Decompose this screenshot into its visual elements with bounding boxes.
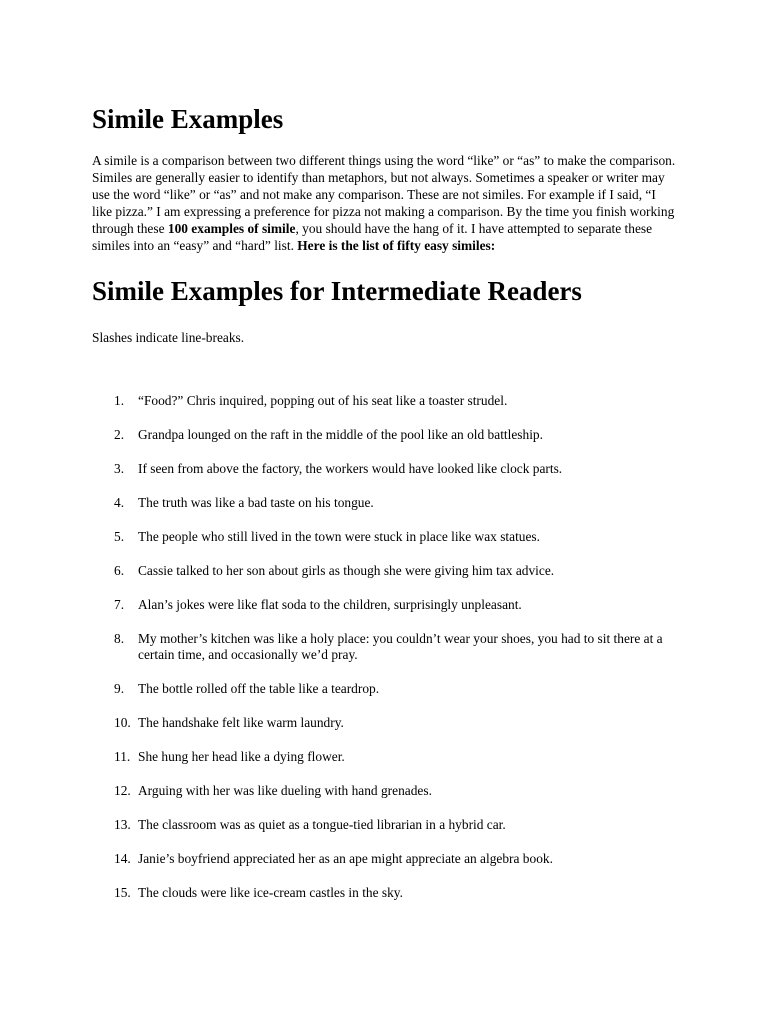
list-item xyxy=(92,631,676,663)
list-item xyxy=(92,749,676,765)
list-item xyxy=(92,529,676,545)
list-item-number: 2. xyxy=(114,427,125,443)
list-item-text: She hung her head like a dying flower. xyxy=(138,749,345,765)
list-item-number: 7. xyxy=(114,597,125,613)
section-heading: Simile Examples for Intermediate Readers xyxy=(92,276,582,307)
list-item-number: 10. xyxy=(114,715,131,731)
list-item xyxy=(92,783,676,799)
intro-text-2: , you should have the hang of it. I have attempted to separate these similes into an “easy” and “hard” list. xyxy=(92,221,653,254)
list-item-number: 11. xyxy=(114,749,131,765)
list-item xyxy=(92,427,676,443)
list-item xyxy=(92,817,676,833)
intro-bold-lead: Here is the list of fifty easy similes: xyxy=(297,238,496,254)
intro-bold-link-text: 100 examples of simile xyxy=(167,221,296,237)
list-item-text: The people who still lived in the town were stuck in place like wax statues. xyxy=(138,529,540,545)
list-item-text: The classroom was as quiet as a tongue-tied librarian in a hybrid car. xyxy=(138,817,506,833)
list-item-text: The truth was like a bad taste on his tongue. xyxy=(138,495,374,511)
list-item xyxy=(92,885,676,901)
list-item-number: 5. xyxy=(114,529,125,545)
list-item-text: The clouds were like ice-cream castles in the sky. xyxy=(138,885,403,901)
list-item-text: “Food?” Chris inquired, popping out of his seat like a toaster strudel. xyxy=(138,393,508,409)
list-item xyxy=(92,851,676,867)
list-item xyxy=(92,715,676,731)
list-item xyxy=(92,495,676,511)
list-item xyxy=(92,393,676,409)
list-item xyxy=(92,461,676,477)
list-item-text: Cassie talked to her son about girls as though she were giving him tax advice. xyxy=(138,563,555,579)
list-item-text: Grandpa lounged on the raft in the middle of the pool like an old battleship. xyxy=(138,427,543,443)
list-item-number: 4. xyxy=(114,495,125,511)
list-item-text: The handshake felt like warm laundry. xyxy=(138,715,344,731)
list-item-text: The bottle rolled off the table like a teardrop. xyxy=(138,681,380,697)
list-item xyxy=(92,563,676,579)
list-item-number: 6. xyxy=(114,563,125,579)
intro-paragraph xyxy=(92,152,676,254)
list-item-number: 3. xyxy=(114,461,125,477)
simile-list xyxy=(92,393,676,901)
list-item-number: 8. xyxy=(114,631,125,647)
list-item-number: 14. xyxy=(114,851,131,867)
intro-text-1: A simile is a comparison between two different things using the word “like” or “as” to make the comparison. Similes are generally easier to identify than metaphors, but not always. Sometimes a speaker or writer may use the word “like” or “as” and not make any comparison. These are not similes. For example if I said, “I like pizza.” I am expressing a preference for pizza not making a comparison. By the time you finish working through these xyxy=(92,153,676,237)
list-item xyxy=(92,681,676,697)
list-item-text: If seen from above the factory, the workers would have looked like clock parts. xyxy=(138,461,563,477)
list-item-text: Janie’s boyfriend appreciated her as an ape might appreciate an algebra book. xyxy=(138,851,553,867)
list-item-text: Alan’s jokes were like flat soda to the children, surprisingly unpleasant. xyxy=(138,597,522,613)
list-item-number: 13. xyxy=(114,817,131,833)
list-item-number: 12. xyxy=(114,783,131,799)
list-item-text: Arguing with her was like dueling with hand grenades. xyxy=(138,783,432,799)
list-item-number: 15. xyxy=(114,885,131,901)
list-item-text: My mother’s kitchen was like a holy place: you couldn’t wear your shoes, you had to sit there at a certain time, and occasionally we’d pray. xyxy=(138,631,663,663)
list-item xyxy=(92,597,676,613)
list-item-number: 9. xyxy=(114,681,125,697)
line-break-note: Slashes indicate line-breaks. xyxy=(92,330,245,346)
page-title: Simile Examples xyxy=(92,104,284,134)
list-item-number: 1. xyxy=(114,393,125,409)
